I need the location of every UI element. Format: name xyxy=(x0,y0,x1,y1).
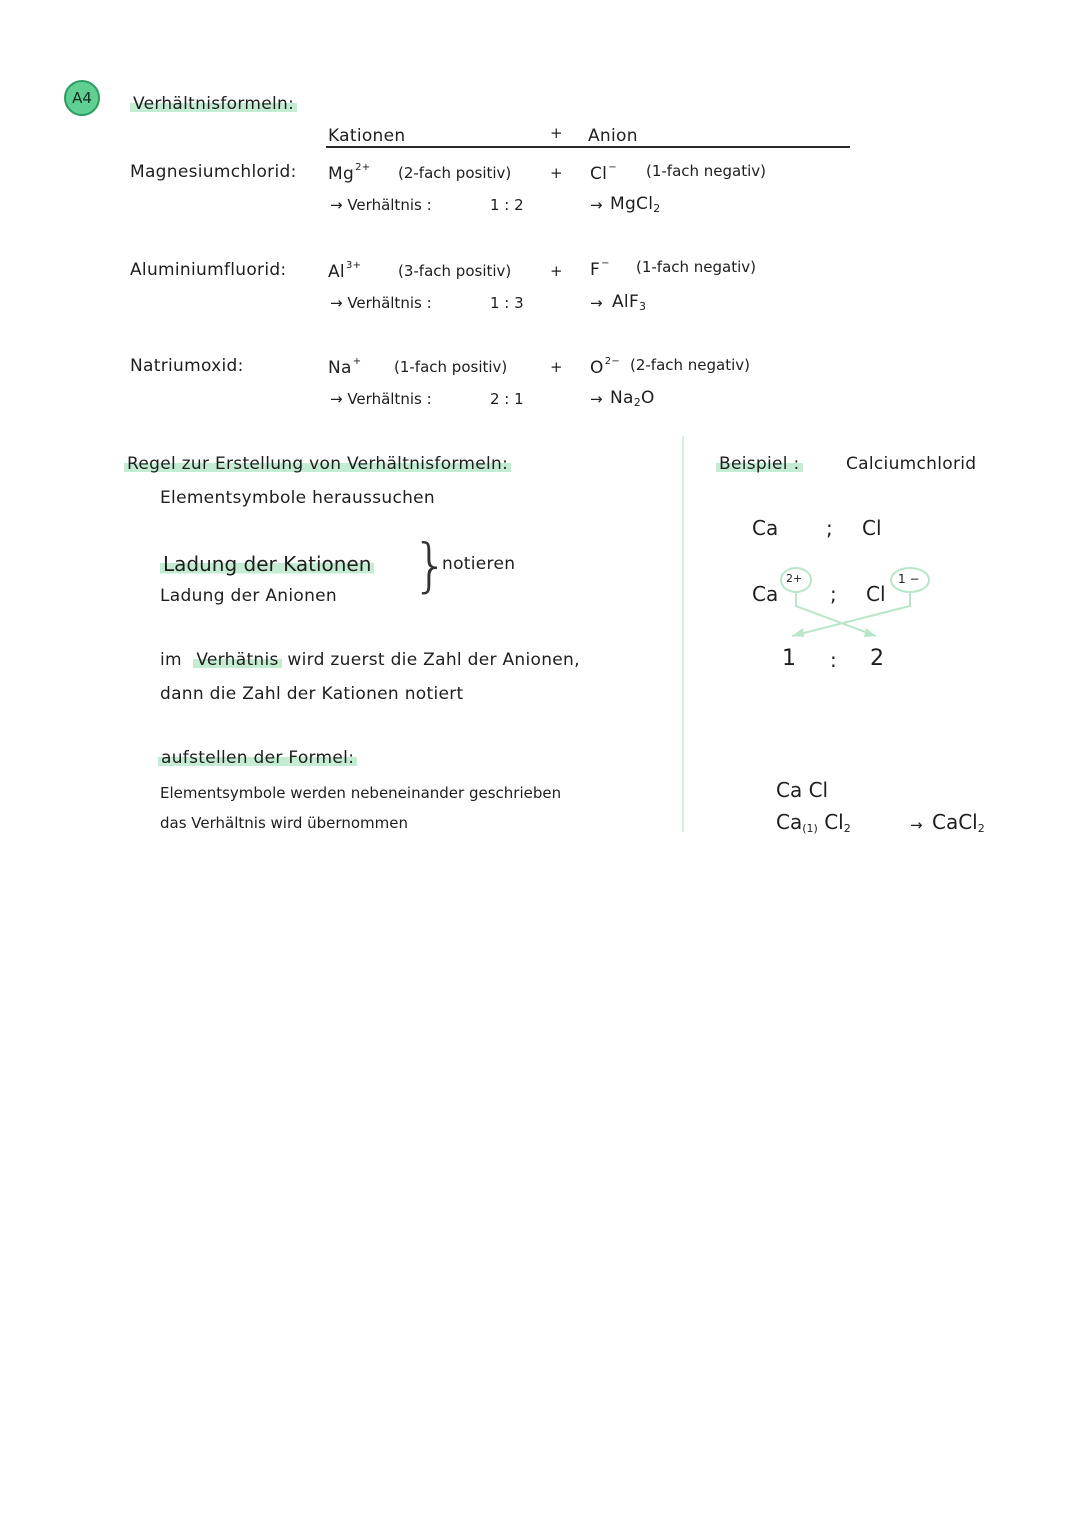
plus-sign: + xyxy=(550,358,563,376)
plus-sign: + xyxy=(550,164,563,182)
formula-arrow: → xyxy=(590,390,603,408)
example-formula-line2: $Ca_{(1)}$ $Cl_2$ xyxy=(776,810,851,835)
ratio-value: 2 : 1 xyxy=(490,390,524,408)
example-ca-charge: 2+ xyxy=(786,572,803,585)
example-ratio-left: 1 xyxy=(782,646,796,671)
anion-symbol: $O^{2-}$ xyxy=(590,356,621,378)
formula-rule-line2: das Verhältnis wird übernommen xyxy=(160,814,408,832)
anion-description: (2-fach negativ) xyxy=(630,356,751,374)
example-ratio-right: 2 xyxy=(870,646,884,671)
header-anion: Anion xyxy=(588,126,638,146)
ratio-label: → Verhältnis : xyxy=(330,196,432,214)
compound-name: Natriumoxid: xyxy=(130,356,244,376)
rules-title: Regel zur Erstellung von Verhältnisformeln: xyxy=(124,454,511,474)
rule-note: notieren xyxy=(442,554,516,574)
example-label: Beispiel : xyxy=(716,454,803,474)
ratio-label: → Verhältnis : xyxy=(330,294,432,312)
header-cations: Kationen xyxy=(328,126,406,146)
compound-formula: $Na_2O$ xyxy=(610,388,655,409)
example-cl-charge: 1 − xyxy=(898,572,920,586)
compound-name: Magnesiumchlorid: xyxy=(130,162,297,182)
anion-symbol: Cl− xyxy=(590,162,617,184)
example-symbol-cl: Cl xyxy=(862,516,882,540)
example-ratio-colon: : xyxy=(830,648,837,672)
formula-rule-title: aufstellen der Formel: xyxy=(158,748,357,768)
arrowhead xyxy=(864,628,876,637)
ratio-label: → Verhältnis : xyxy=(330,390,432,408)
task-badge: A4 xyxy=(64,80,100,116)
ratio-value: 1 : 3 xyxy=(490,294,524,312)
cation-symbol: $Mg^{2+}$ xyxy=(328,162,371,184)
section-title: Verhältnisformeln: xyxy=(130,94,297,114)
compound-formula: AlF$_3$ xyxy=(612,292,647,313)
rule-ratio-line2: dann die Zahl der Kationen notiert xyxy=(160,684,464,704)
anion-description: (1-fach negativ) xyxy=(636,258,757,276)
ratio-value: 1 : 2 xyxy=(490,196,524,214)
example-symbol-ca: Ca xyxy=(752,516,779,540)
formula-rule-line1: Elementsymbole werden nebeneinander geschrieben xyxy=(160,784,562,802)
compound-name: Aluminiumfluorid: xyxy=(130,260,287,280)
anion-symbol: F− xyxy=(590,258,610,280)
rule-charge-anions: Ladung der Anionen xyxy=(160,586,338,606)
cation-symbol: Na+ xyxy=(328,356,362,378)
cation-description: (3-fach positiv) xyxy=(398,262,512,280)
example-separator: ; xyxy=(826,516,833,540)
curly-brace: } xyxy=(412,531,449,599)
plus-sign: + xyxy=(550,262,563,280)
anion-description: (1-fach negativ) xyxy=(646,162,767,180)
header-plus: + xyxy=(550,124,563,142)
cation-symbol: $Al^{3+}$ xyxy=(328,260,362,282)
cross-arrow-anion xyxy=(792,592,910,636)
example-ca-charged: Ca xyxy=(752,582,779,606)
rule-charge-cations: Ladung der Kationen xyxy=(160,552,374,576)
example-compound: Calciumchlorid xyxy=(846,454,977,474)
example-cl-charged: Cl xyxy=(866,582,886,606)
example-formula-line1: Ca Cl xyxy=(776,778,829,802)
rule-ratio-line1: im Verhätnis wird zuerst die Zahl der Anionen, xyxy=(160,650,580,670)
arrowhead xyxy=(792,628,804,637)
example-result-arrow: → xyxy=(910,816,923,834)
cation-description: (1-fach positiv) xyxy=(394,358,508,376)
rule-step-symbols: Elementsymbole heraussuchen xyxy=(160,488,435,508)
compound-formula: MgCl$_2$ xyxy=(610,194,661,215)
cation-description: (2-fach positiv) xyxy=(398,164,512,182)
example-separator: ; xyxy=(830,582,837,606)
formula-arrow: → xyxy=(590,294,603,312)
formula-arrow: → xyxy=(590,196,603,214)
example-result-formula: CaCl$_2$ xyxy=(932,810,985,835)
